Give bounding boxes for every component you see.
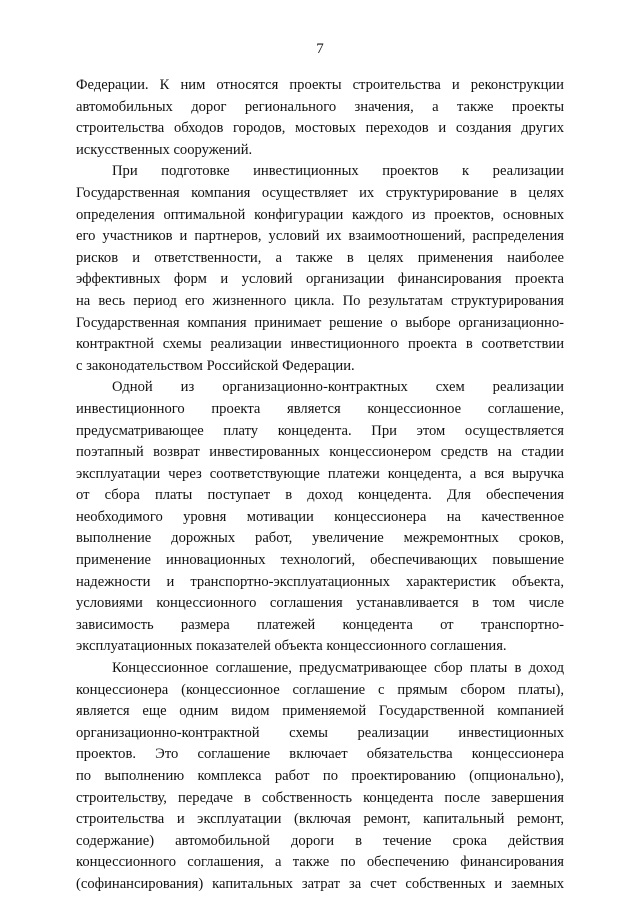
text-line: организационно-контрактной схемы реализации инвестиционных: [76, 724, 564, 741]
paragraph: [76, 75, 564, 161]
text-line: выполнение дорожных работ, увеличение межремонтных сроков,: [76, 530, 564, 547]
page-number: 7: [316, 41, 324, 57]
text-line: от сбора платы поступает в доход концедента. Для обеспечения: [76, 487, 564, 504]
text-line: Государственная компания принимает решение о выборе организационно-: [76, 314, 564, 331]
text-line: необходимого уровня мотивации концессионера на качественное: [76, 508, 564, 525]
text-line: на весь период его жизненного цикла. По результатам структурирования: [76, 292, 564, 309]
text-line: Одной из организационно-контрактных схем реализации: [112, 379, 564, 396]
text-line: концессионера (концессионное соглашение с прямым сбором платы),: [76, 681, 564, 698]
text-line: эксплуатационных показателей объекта концессионного соглашения.: [76, 638, 507, 655]
text-line: содержание) автомобильной дороги в течение срока действия: [76, 832, 564, 849]
text-line: эффективных форм и условий организации финансирования проекта: [76, 271, 564, 288]
text-line: его участников и партнеров, условий их взаимоотношений, распределения: [76, 228, 564, 245]
text-line: контрактной схемы реализации инвестиционного проекта в соответствии: [76, 336, 564, 353]
text-line: проектов. Это соглашение включает обязательства концессионера: [76, 746, 564, 763]
text-line: зависимость размера платежей концедента от транспортно-: [76, 616, 564, 633]
text-line: определения оптимальной конфигурации каждого из проектов, основных: [76, 206, 564, 223]
text-line: с законодательством Российской Федерации.: [76, 357, 355, 374]
text-line: рисков и ответственности, а также в целях применения наиболее: [76, 249, 564, 266]
body-text: [76, 75, 564, 896]
paragraph: [76, 161, 564, 377]
text-line: строительства и эксплуатации (включая ремонт, капитальный ремонт,: [76, 811, 564, 828]
text-line: концессионного соглашения, а также по обеспечению финансирования: [76, 854, 564, 871]
paragraph: [76, 658, 564, 896]
text-line: При подготовке инвестиционных проектов к реализации: [112, 163, 564, 180]
text-line: предусматривающее плату концедента. При этом осуществляется: [76, 422, 564, 439]
text-line: автомобильных дорог регионального значения, а также проекты: [76, 98, 564, 115]
text-line: эксплуатации через соответствующие платежи концедента, а вся выручка: [76, 465, 564, 482]
text-line: (софинансирования) капитальных затрат за счет собственных и заемных: [76, 875, 564, 892]
text-line: строительству, передаче в собственность концедента после завершения: [76, 789, 564, 806]
text-line: является еще одним видом применяемой Государственной компанией: [76, 703, 564, 720]
text-line: по выполнению комплекса работ по проектированию (опционально),: [76, 768, 564, 784]
text-line: применение инновационных технологий, обеспечивающих повышение: [76, 552, 564, 569]
text-line: надежности и транспортно-эксплуатационных характеристик объекта,: [76, 573, 564, 590]
text-line: строительства обходов городов, мостовых переходов и создания других: [76, 120, 564, 137]
text-line: искусственных сооружений.: [76, 141, 253, 158]
paragraph: [76, 377, 564, 658]
text-line: условиями концессионного соглашения устанавливается в том числе: [76, 595, 564, 612]
text-line: Федерации. К ним относятся проекты строительства и реконструкции: [76, 77, 564, 93]
text-line: поэтапный возврат инвестированных концессионером средств на стадии: [76, 444, 564, 461]
text-line: Концессионное соглашение, предусматривающее сбор платы в доход: [112, 660, 564, 677]
text-line: инвестиционного проекта является концессионное соглашение,: [76, 400, 564, 417]
text-line: Государственная компания осуществляет их структурирование в целях: [76, 184, 564, 201]
